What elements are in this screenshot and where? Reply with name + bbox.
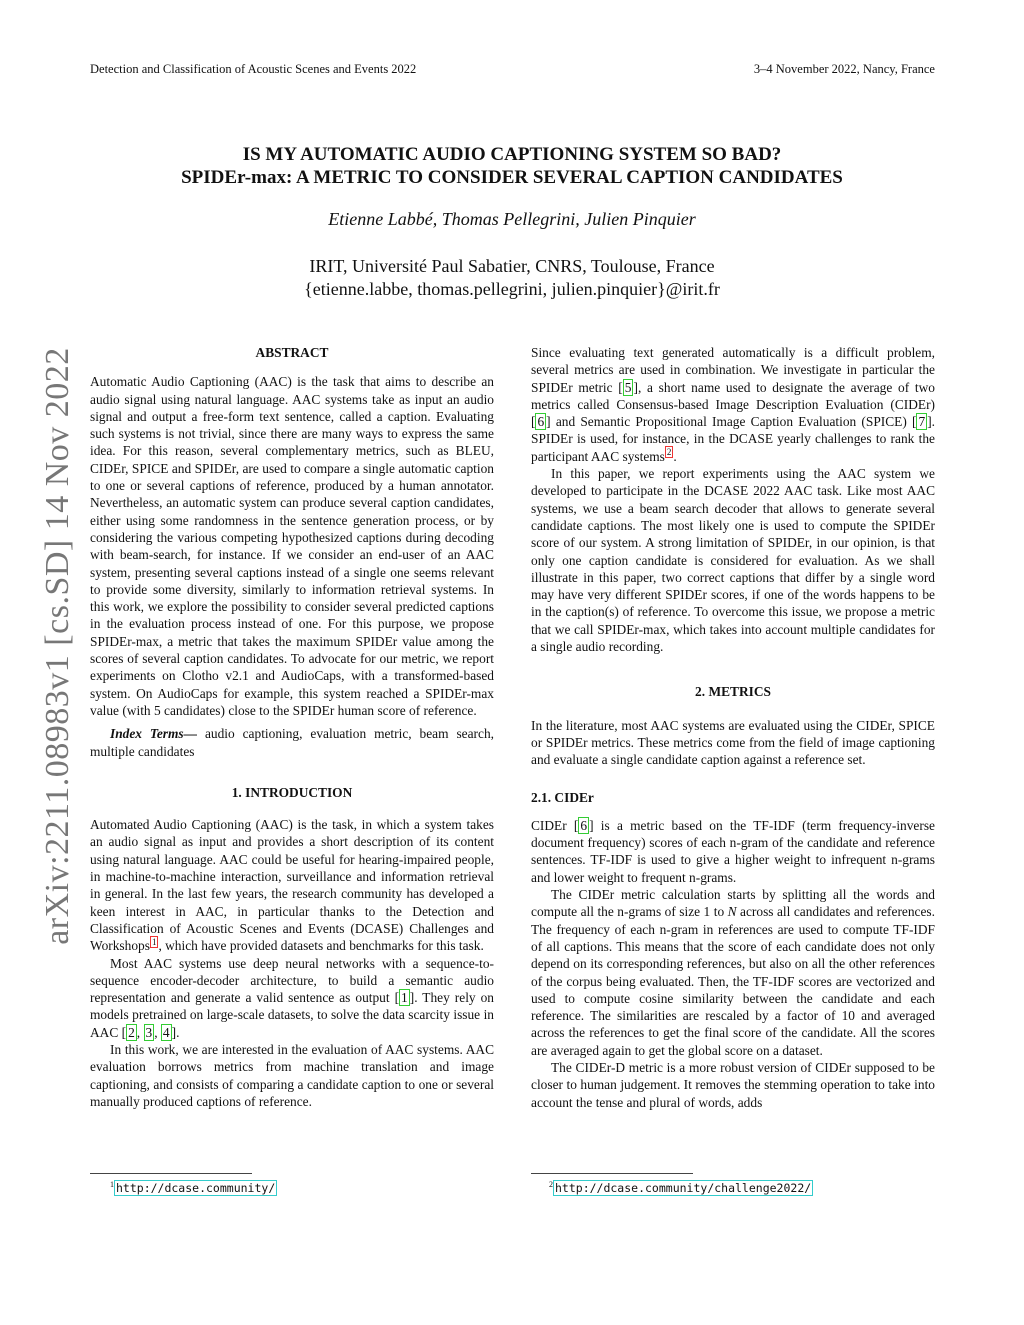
citation-6[interactable]: 6 [537, 414, 545, 430]
intro-p1-text-end: , which have provided datasets and benchmarks for this task. [158, 938, 484, 954]
intro-paragraph-1 [90, 816, 494, 954]
cider-p1-text-end: ] is a metric based on the TF-IDF (term frequency-inverse document frequency) scores of each n-gram of the candidate and reference sentences. TF-IDF is used to give a higher weight to infrequent n-grams and lower weight to frequent n-grams. [531, 817, 935, 885]
footnote-rule-right [531, 1173, 693, 1174]
right-p1-text-3: ] and Semantic Propositional Image Caption Evaluation (SPICE) [ [546, 414, 917, 430]
citation-3[interactable]: 3 [145, 1024, 153, 1040]
citation-7[interactable]: 7 [918, 414, 926, 430]
cider-p2-text: The CIDEr metric calculation starts by splitting all the words and compute all the n-grams of size 1 to [531, 887, 935, 920]
cider-paragraph-3: The CIDEr-D metric is a more robust version of CIDEr supposed to be closer to human judgement. It removes the stemming operation to take into account the tense and plural of words, adds [531, 1059, 935, 1110]
right-p1-text-4: ]. SPIDEr is used, for instance, in the DCASE yearly challenges to rank the participant AAC systems [531, 414, 935, 464]
right-p1-text-2: ], a short name used to designate the average of two metrics called Consensus-based Image Description Evaluation (CIDEr) [ [531, 379, 935, 430]
footnote-2-link[interactable]: http://dcase.community/challenge2022/ [555, 1181, 812, 1195]
citation-2[interactable]: 2 [128, 1024, 135, 1040]
intro-p2-text-end: ]. [171, 1024, 180, 1040]
footnote-2-ref[interactable]: 2 [666, 447, 672, 458]
intro-p2-text: Most AAC systems use deep neural networks with a sequence-to-sequence encoder-decoder architecture, to build a semantic audio representation and generate a valid sentence as output [ [90, 955, 494, 1006]
right-paragraph-1 [531, 344, 935, 465]
right-paragraph-2: In this paper, we report experiments using the AAC system we developed to participate in the DCASE 2022 AAC task. Like most AAC systems, we use a beam search decoder that allows to generate several candidate captions. The most likely one is used to compute the SPIDEr score of our system. A strong limitation of SPIDEr, in our opinion, is that only one caption candidate is considered for evaluation. As we shall illustrate in this paper, two correct captions that differ by a single word may have very different SPIDEr scores, if one of the words happens to be in the caption(s) of reference. To overcome this issue, we propose a metric that we call SPIDEr-max, which takes into account multiple candidates for a single audio recording. [531, 466, 935, 655]
metrics-paragraph-1: In the literature, most AAC systems are evaluated using the CIDEr, SPICE or SPIDEr metrics. These metrics come from the field of image captioning and evaluate a single candidate caption against a reference set. [531, 717, 935, 768]
footnote-2 [549, 1180, 813, 1196]
right-column [531, 344, 935, 1111]
cider-p2-text-end: across all candidates and references. The frequency of each n-gram in references are used to compute TF-IDF of all captions. This means that the score of each candidate does not only depend on its corresponding references, but also on all the other references of the corpus being evaluated. Then, the TF-IDF scores are vectorized and used to compute cosine similarity between the candidate and each reference. The similarities are rescaled by a factor of 10 and averaged across the references to get the final score of the candidate. All the scores are averaged again to get the global score on a dataset. [531, 904, 935, 1058]
affiliation-emails: {etienne.labbe, thomas.pellegrini, julien.pinquier}@irit.fr [304, 279, 720, 299]
footnote-1-link[interactable]: http://dcase.community/ [116, 1181, 276, 1195]
footnote-1-ref[interactable]: 1 [151, 936, 157, 947]
cider-paragraph-1 [531, 817, 935, 886]
cider-subheading: 2.1. CIDEr [531, 789, 594, 805]
metrics-heading: 2. METRICS [695, 684, 771, 700]
intro-p2-text-mid: ]. They rely on models pretrained on large-scale datasets, to solve the data scarcity issue in AAC [ [90, 990, 494, 1040]
cider-paragraph-2 [531, 886, 935, 1059]
running-header-left: Detection and Classification of Acoustic Scenes and Events 2022 [90, 62, 417, 76]
citation-1[interactable]: 1 [401, 990, 408, 1006]
abstract-heading: ABSTRACT [255, 345, 329, 360]
title-line-2: SPIDEr-max: A METRIC TO CONSIDER SEVERAL CAPTION CANDIDATES [181, 167, 843, 188]
affiliation [0, 255, 1024, 301]
footnote-rule-left [90, 1173, 252, 1174]
arxiv-stamp: arXiv:2211.08983v1 [cs.SD] 14 Nov 2022 [39, 347, 76, 945]
citation-6b[interactable]: 6 [580, 817, 588, 833]
intro-paragraph-2: Most AAC systems use deep neural networks with a sequence-to-sequence encoder-decoder architecture, to build a semantic audio representation and generate a valid sentence as output [ 1 ]. They rely on models pretrained on large-scale datasets, to solve the data scarcity issue in AAC [ 2 , 3 , 4 ]. [90, 955, 494, 1040]
abstract-text: Automatic Audio Captioning (AAC) is the task that aims to describe an audio signal using natural language. AAC systems take as input an audio signal and output a free-form text sentence, called a caption. Evaluating such systems is not trivial, since there are many ways to express the same idea. For this reason, several complementary metrics, such as BLEU, CIDEr, SPICE and SPIDEr, are used to compare a single automatic caption to one or several captions of reference, produced by a human annotator. Nevertheless, an automatic system can produce several caption candidates, either using some randomness in the sentence generation process, or by considering the various competing hypothesized captions during decoding with beam-search, for instance. If we consider an end-user of an AAC system, presenting several captions instead of a single one seems relevant to provide some diversity, similarly to information retrieval systems. In this work, we explore the possibility to consider several predicted captions in the evaluation process instead of one. For this purpose, we propose SPIDEr-max, a metric that takes the maximum SPIDEr value among the scores of several caption candidates. To advocate for our metric, we report experiments on Clotho v2.1 and AudioCaps, with a transformed-based system. On AudioCaps for example, this system reached a SPIDEr-max value (with 5 candidates) close to the SPIDEr human score of reference. [90, 374, 494, 718]
left-column [90, 344, 494, 1110]
authors: Etienne Labbé, Thomas Pellegrini, Julien Pinquier [328, 209, 696, 229]
math-n: N [727, 904, 737, 920]
right-p1-text: Since evaluating text generated automatically is a difficult problem, several metrics are used in combination. We investigate in particular the SPIDEr metric [ [531, 345, 935, 395]
intro-heading: 1. INTRODUCTION [231, 784, 353, 800]
footnote-1 [110, 1180, 277, 1196]
title-line-1: IS MY AUTOMATIC AUDIO CAPTIONING SYSTEM SO BAD? [242, 144, 782, 165]
right-p1-text-end: . [673, 448, 677, 464]
running-header-right: 3–4 November 2022, Nancy, France [753, 62, 935, 76]
index-terms-label: Index Terms— [110, 726, 198, 742]
index-terms [90, 725, 494, 760]
citation-4[interactable]: 4 [162, 1024, 170, 1040]
paper-title [0, 143, 1024, 189]
footnote-2-mark: 2 [549, 1180, 553, 1189]
intro-p1-text: Automated Audio Captioning (AAC) is the task, in which a system takes an audio signal as input and provides a short description of its content using natural language. AAC could be useful for hearing-impaired people, in machine-to-machine interaction, surveillance and information retrieval in general. In the last few years, the research community has developed a keen interest in AAC, in particular thanks to the Detection and Classification of Acoustic Scenes and Events (DCASE) Challenges and Workshops [90, 817, 494, 954]
footnote-1-mark: 1 [110, 1180, 114, 1189]
intro-paragraph-3: In this work, we are interested in the evaluation of AAC systems. AAC evaluation borrows metrics from machine translation and image captioning, and consists of comparing a candidate caption to one or several manually produced captions of reference. [90, 1041, 494, 1109]
citation-5[interactable]: 5 [624, 379, 632, 395]
affiliation-line-1: IRIT, Université Paul Sabatier, CNRS, Toulouse, France [309, 256, 715, 276]
cider-p1-text: CIDEr [ [531, 817, 579, 833]
index-terms-text: audio captioning, evaluation metric, beam search, multiple candidates [90, 726, 494, 759]
